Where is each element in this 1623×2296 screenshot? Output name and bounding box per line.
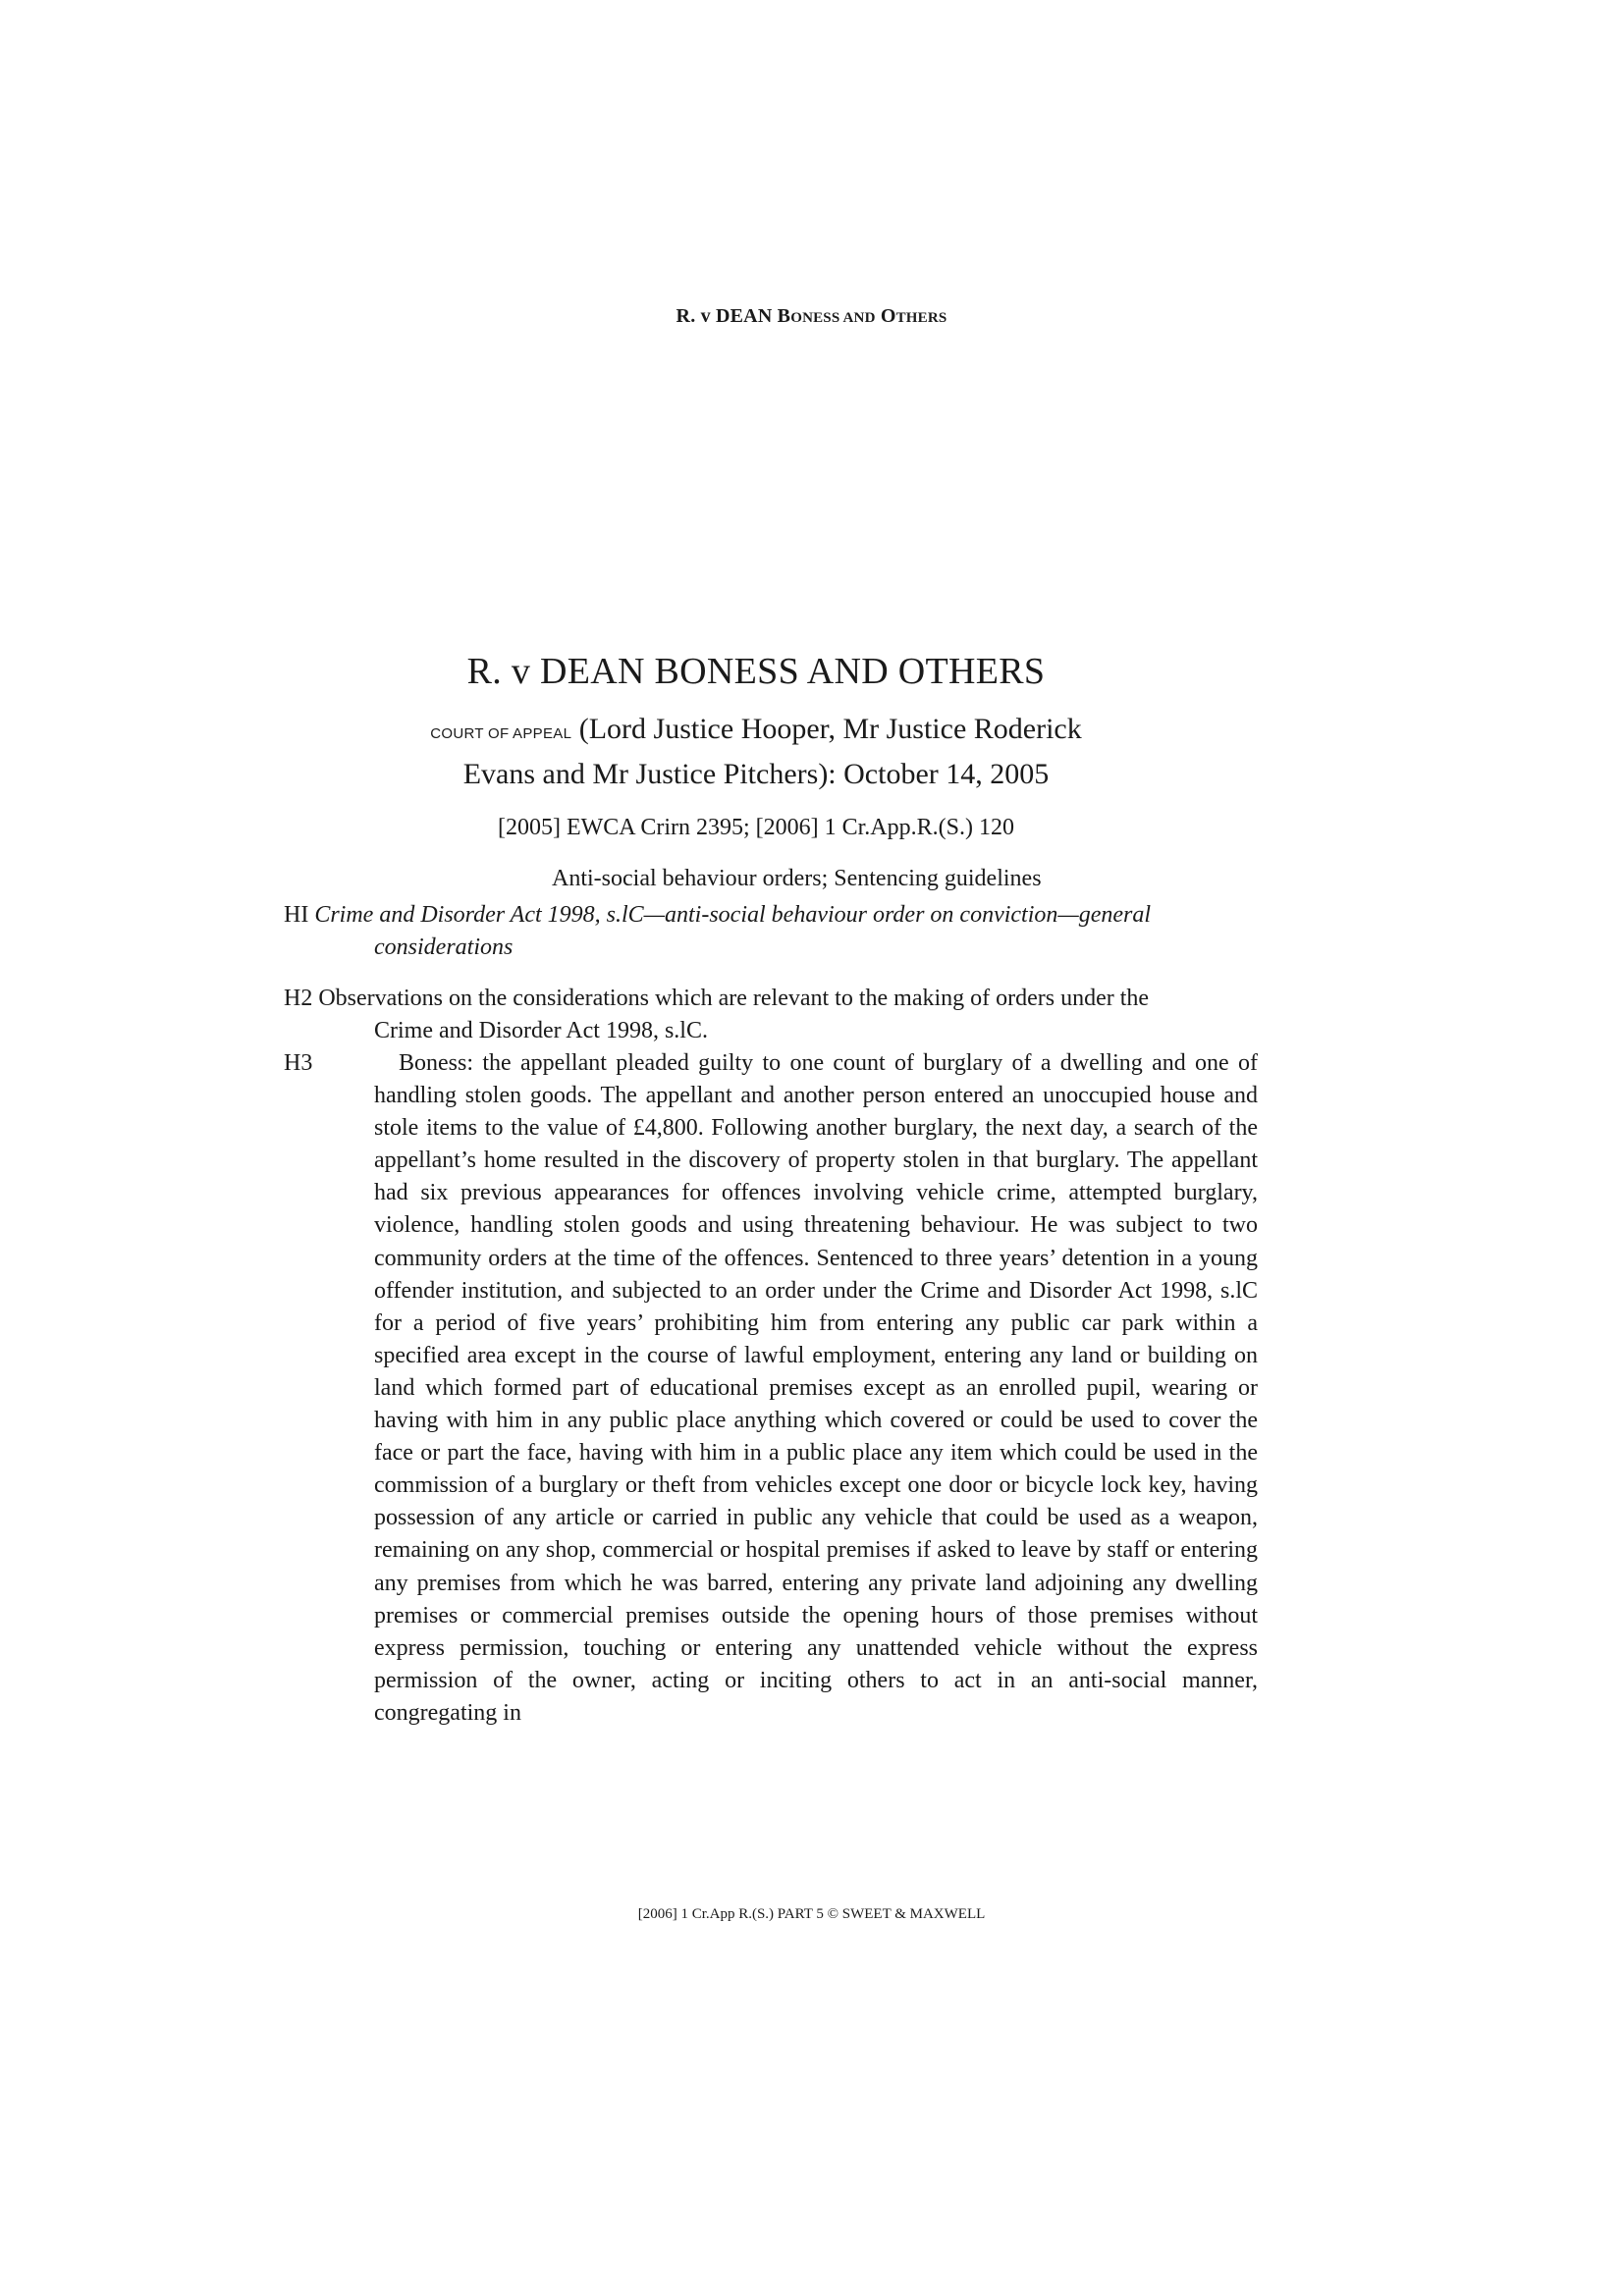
court-line-1	[0, 709, 1512, 754]
running-head-main: R. v DEAN B	[676, 305, 791, 327]
case-title: R. v DEAN BONESS AND OTHERS	[466, 651, 1046, 692]
headnote-h1-text: Crime and Disorder Act 1998, s.lC—anti-social behaviour order on conviction—general	[314, 902, 1152, 928]
court-line	[0, 709, 1512, 794]
subject-keywords: Anti-social behaviour orders; Sentencing guidelines	[552, 866, 1042, 891]
headnote-h2-label: H2	[284, 986, 319, 1011]
headnote-h1-label: HI	[284, 902, 315, 928]
headnote-h3-label: H3	[284, 1050, 313, 1076]
headnote-h1	[284, 899, 1256, 964]
court-judges-1: (Lord Justice Hooper, Mr Justice Roderick	[571, 713, 1082, 745]
running-head-smallcaps-1: ONESS AND	[790, 310, 876, 326]
citation: [2005] EWCA Crirn 2395; [2006] 1 Cr.App.R.(S.) 120	[498, 815, 1014, 840]
headnote-h2-text: Observations on the considerations which are relevant to the making of orders under the	[318, 986, 1150, 1011]
court-line-2: Evans and Mr Justice Pitchers): October 14, 2005	[462, 758, 1050, 790]
running-head-initial-o: O	[875, 305, 896, 327]
running-head	[0, 305, 1623, 328]
headnote-h2	[284, 983, 1256, 1047]
page-footer: [2006] 1 Cr.App R.(S.) PART 5 © SWEET & MAXWELL	[637, 1906, 986, 1922]
court-label: COURT OF APPEAL	[430, 725, 572, 742]
headnote-h2-continuation: Crime and Disorder Act 1998, s.lC.	[374, 1018, 708, 1043]
running-head-smallcaps-2: THERS	[895, 310, 947, 326]
headnote-h3-text: Boness: the appellant pleaded guilty to one count of burglary of a dwelling and one of handling stolen goods. The appellant and another person entered an unoccupied house and stole items to the value of £4,800. Following another burglary, the next day, a search of the appellant’s home resulted in the discovery of property stolen in that burglary. The appellant had six previous appearances for offences involving vehicle crime, attempted burglary, violence, handling stolen goods and using threatening behaviour. He was subject to two community orders at the time of the offences. Sentenced to three years’ detention in a young offender institution, and subjected to an order under the Crime and Disorder Act 1998, s.lC for a period of five years’ prohibiting him from entering any public car park within a specified area except in the course of lawful employment, entering any land or building on land which formed part of educational premises except as an enrolled pupil, wearing or having with him in any public place anything which covered or could be used to cover the face or part the face, having with him in a public place any item which could be used in the commission of a burglary or theft from vehicles except one door or bicycle lock key, having possession of any article or carried in public any vehicle that could be used as a weapon, remaining on any shop, commercial or hospital premises if asked to leave by staff or entering any premises from which he was barred, entering any private land adjoining any dwelling premises or commercial premises outside the opening hours of those premises without express permission, touching or entering any unattended vehicle without the express permission of the owner, acting or inciting others to act in an anti-social manner, congregating in	[374, 1050, 1258, 1726]
headnote-h1-continuation: considerations	[374, 934, 514, 960]
